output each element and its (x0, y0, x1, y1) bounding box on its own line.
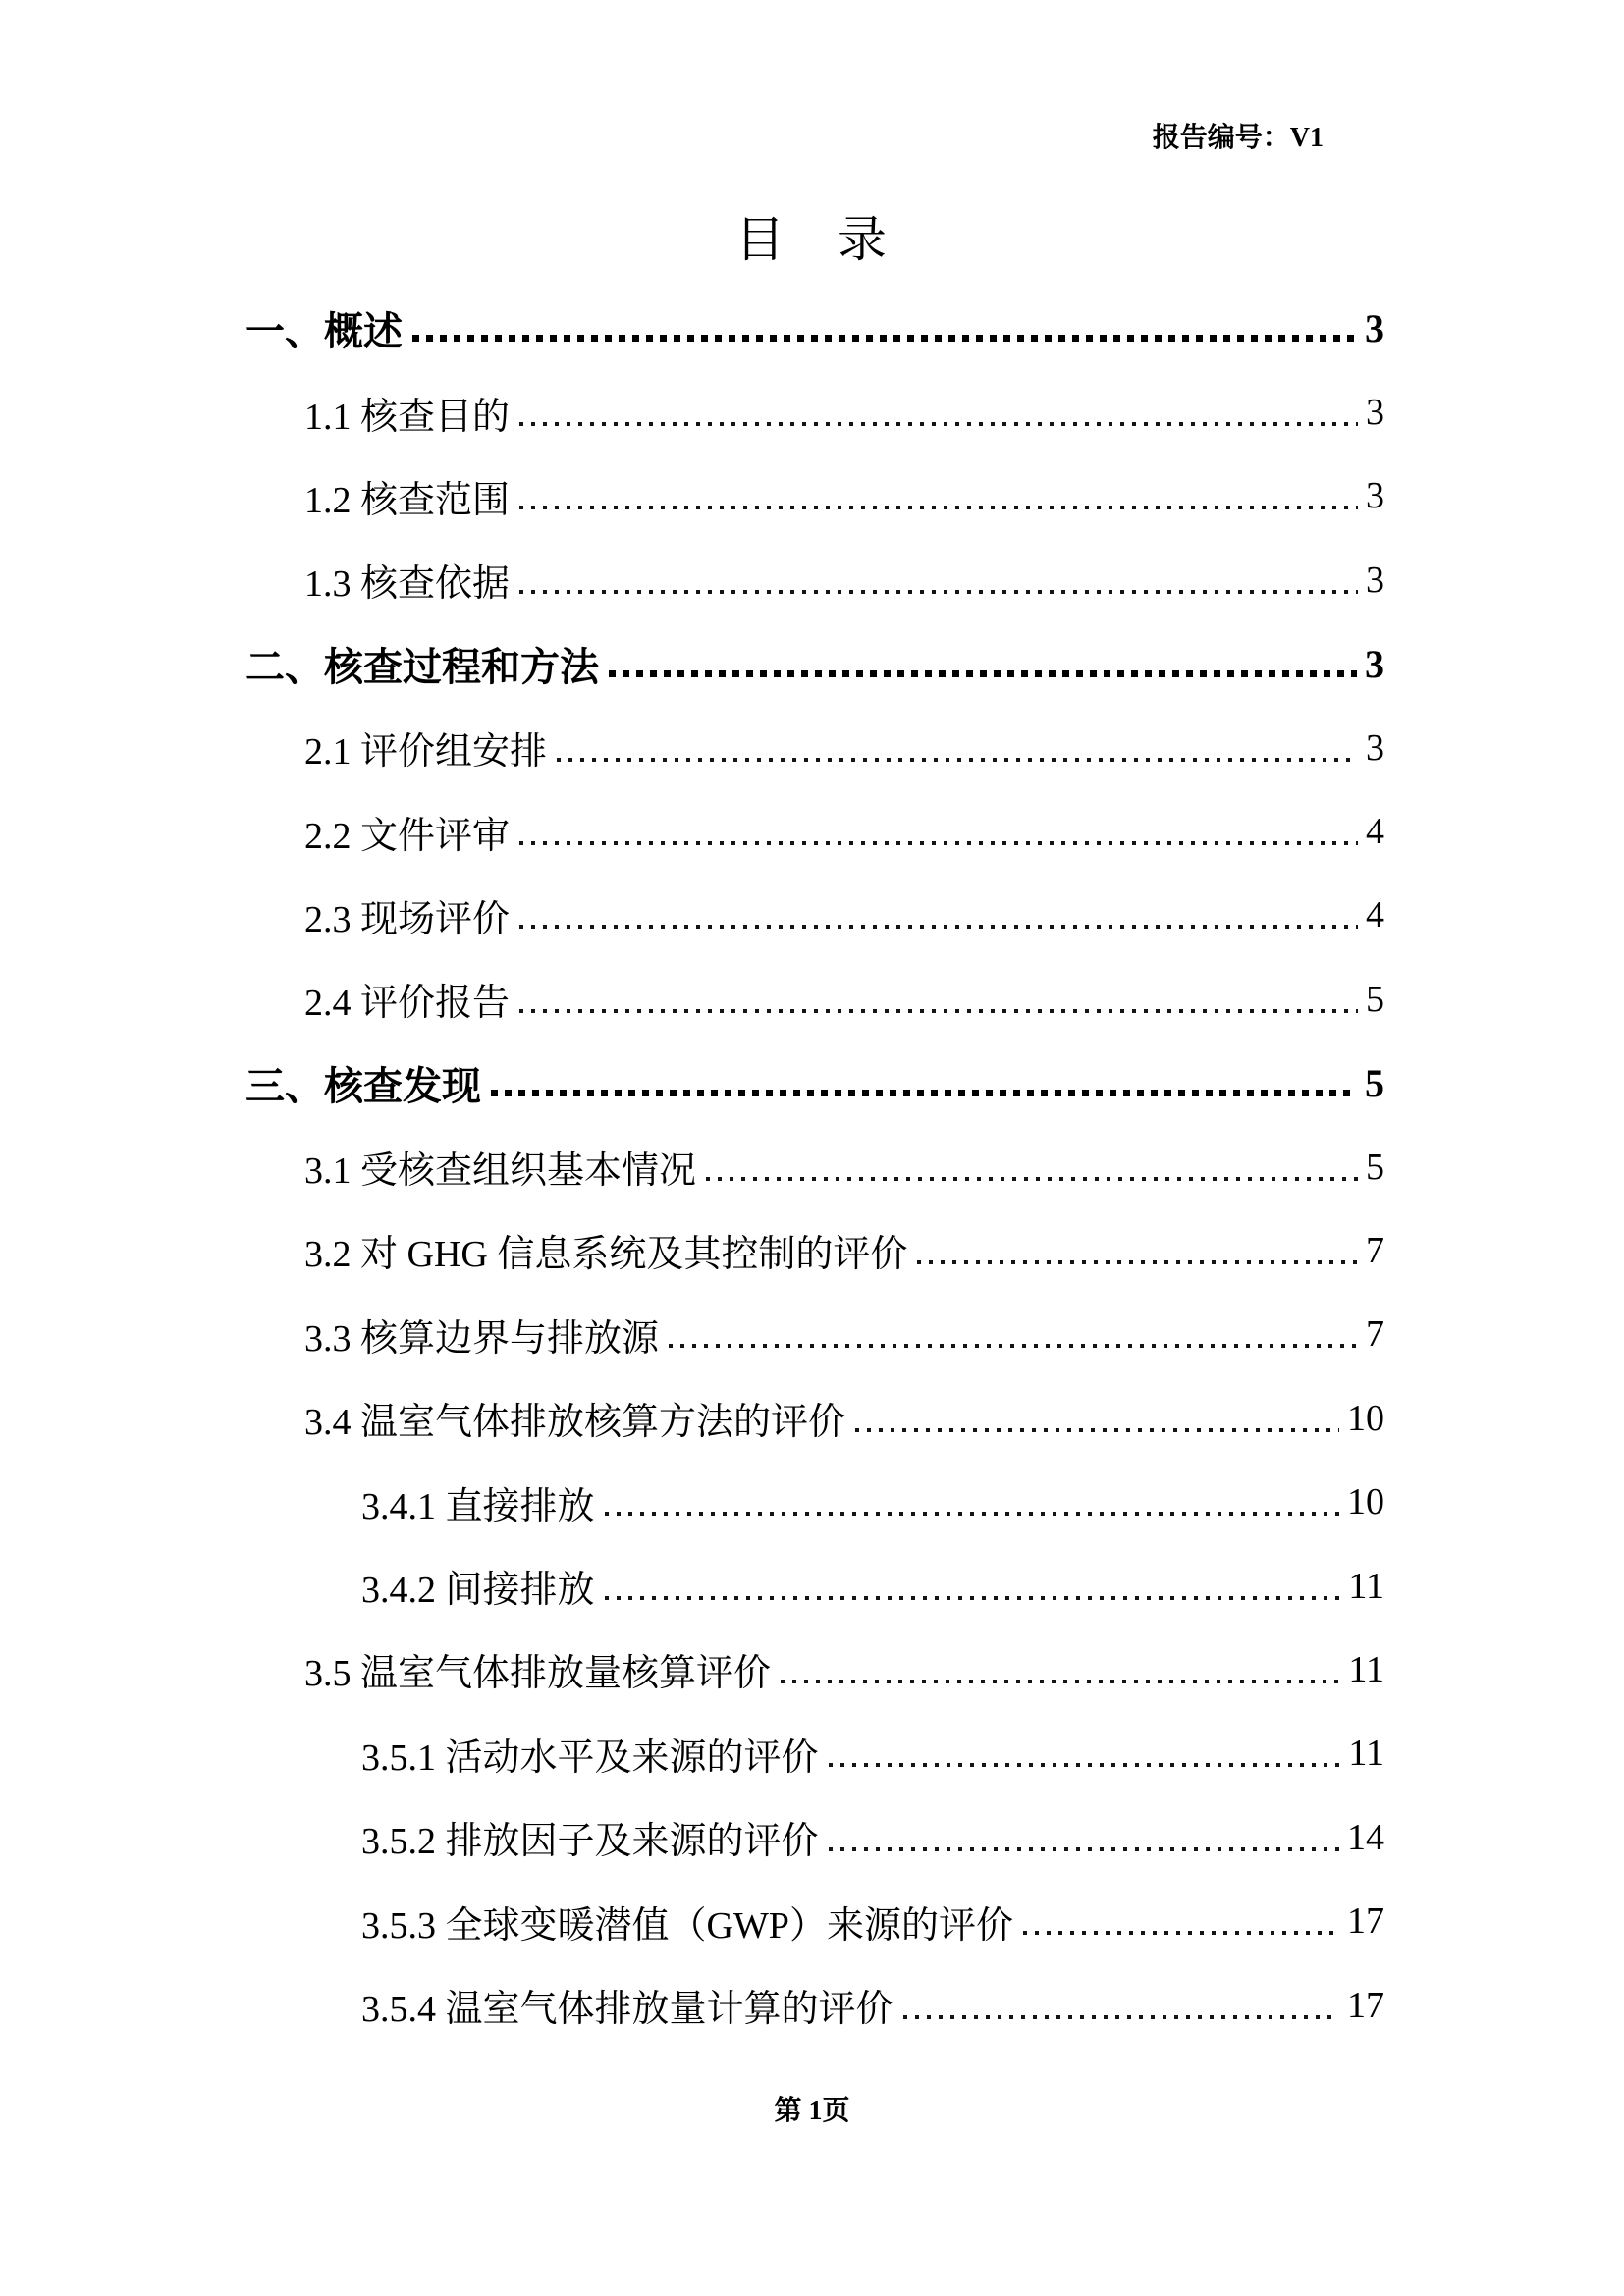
toc-entry-label: 3.2 对 GHG 信息系统及其控制的评价 (304, 1234, 908, 1276)
dot-leader (519, 590, 1358, 594)
toc-entry[interactable] (0, 370, 1624, 454)
toc-entry-page-number: 5 (1365, 1060, 1384, 1105)
toc-entry-label: 1.2 核查范围 (304, 479, 511, 521)
report-number: 报告编号：V1 (1152, 123, 1324, 153)
toc-entry-label: 2.3 现场评价 (304, 898, 511, 940)
dot-leader (669, 1344, 1358, 1348)
toc-entry[interactable] (0, 1208, 1624, 1292)
page-footer-number: 第 1页 (774, 2096, 850, 2126)
toc-entry-page-number: 3 (1366, 475, 1384, 517)
dot-leader (605, 1512, 1339, 1516)
toc-entry[interactable] (0, 287, 1624, 370)
toc-entry-label: 3.5 温室气体排放量核算评价 (304, 1653, 772, 1695)
dot-leader (412, 335, 1357, 342)
toc-entry-page-number: 3 (1366, 559, 1384, 601)
toc-entry-page-number: 10 (1347, 1481, 1384, 1523)
toc-entry-page-number: 7 (1366, 1229, 1384, 1271)
toc-entry[interactable] (0, 622, 1624, 706)
toc-entry-page-number: 5 (1366, 978, 1384, 1020)
dot-leader (917, 1260, 1358, 1264)
toc-entry-page-number: 3 (1365, 306, 1384, 351)
toc-entry-page-number: 11 (1348, 1733, 1384, 1775)
toc-entry[interactable] (0, 706, 1624, 789)
toc-entry-page-number: 14 (1347, 1816, 1384, 1858)
toc-entry[interactable] (0, 1795, 1624, 1879)
toc-entry-page-number: 5 (1366, 1146, 1384, 1188)
toc-entry-label: 2.4 评价报告 (304, 983, 511, 1025)
toc-entry[interactable] (0, 1544, 1624, 1628)
toc-entry[interactable] (0, 1879, 1624, 1962)
toc-entry-label: 3.4 温室气体排放核算方法的评价 (304, 1402, 846, 1444)
toc-entry-label: 1.3 核查依据 (304, 563, 511, 606)
toc-entry-label: 1.1 核查目的 (304, 396, 511, 438)
dot-leader (609, 670, 1357, 677)
toc-entry[interactable] (0, 1460, 1624, 1543)
dot-leader (829, 1847, 1339, 1851)
toc-entry[interactable] (0, 454, 1624, 538)
toc-entry-label: 3.5.2 排放因子及来源的评价 (361, 1821, 819, 1863)
dot-leader (519, 925, 1358, 929)
toc-entry[interactable] (0, 1125, 1624, 1208)
toc-entry-label: 二、核查过程和方法 (245, 644, 599, 689)
toc-entry-label: 2.2 文件评审 (304, 815, 511, 857)
dot-leader (855, 1428, 1339, 1432)
toc-entry-page-number: 11 (1348, 1565, 1384, 1607)
dot-leader (519, 1009, 1358, 1013)
dot-leader (781, 1680, 1340, 1683)
toc-entry-page-number: 3 (1366, 392, 1384, 434)
toc-entry-page-number: 4 (1366, 894, 1384, 936)
toc-entry-label: 3.4.2 间接排放 (361, 1570, 595, 1612)
table-of-contents (0, 287, 1624, 2047)
toc-entry-label: 一、概述 (245, 309, 403, 354)
toc-entry-label: 3.3 核算边界与排放源 (304, 1317, 660, 1360)
toc-entry-label: 3.4.1 直接排放 (361, 1485, 595, 1527)
dot-leader (706, 1177, 1358, 1181)
toc-entry[interactable] (0, 1628, 1624, 1711)
toc-entry[interactable] (0, 874, 1624, 957)
dot-leader (519, 422, 1358, 426)
toc-entry-page-number: 4 (1366, 811, 1384, 853)
toc-entry-page-number: 7 (1366, 1313, 1384, 1356)
dot-leader (557, 758, 1358, 762)
toc-entry-page-number: 17 (1347, 1984, 1384, 2026)
dot-leader (1023, 1931, 1339, 1935)
toc-entry-page-number: 3 (1366, 726, 1384, 769)
toc-entry[interactable] (0, 957, 1624, 1041)
dot-leader (903, 2015, 1339, 2019)
toc-entry[interactable] (0, 538, 1624, 621)
toc-entry-label: 三、核查发现 (245, 1063, 481, 1108)
dot-leader (519, 841, 1358, 845)
dot-leader (829, 1763, 1341, 1767)
toc-entry[interactable] (0, 1712, 1624, 1795)
toc-entry-page-number: 11 (1348, 1648, 1384, 1690)
toc-entry-page-number: 17 (1347, 1900, 1384, 1943)
toc-entry[interactable] (0, 1963, 1624, 2047)
dot-leader (519, 506, 1358, 509)
page-title: 目 录 (735, 212, 889, 267)
toc-entry-label: 3.5.3 全球变暖潜值（GWP）来源的评价 (361, 1904, 1013, 1947)
toc-entry-label: 2.1 评价组安排 (304, 731, 548, 774)
toc-entry-label: 3.1 受核查组织基本情况 (304, 1150, 697, 1193)
toc-entry[interactable] (0, 1041, 1624, 1125)
toc-entry-page-number: 3 (1365, 641, 1384, 686)
toc-entry-page-number: 10 (1347, 1397, 1384, 1439)
dot-leader (605, 1596, 1341, 1600)
toc-entry[interactable] (0, 1293, 1624, 1376)
dot-leader (491, 1090, 1357, 1096)
toc-entry-label: 3.5.1 活动水平及来源的评价 (361, 1736, 819, 1779)
toc-entry-label: 3.5.4 温室气体排放量计算的评价 (361, 1989, 893, 2030)
toc-entry[interactable] (0, 1376, 1624, 1460)
toc-entry[interactable] (0, 789, 1624, 873)
